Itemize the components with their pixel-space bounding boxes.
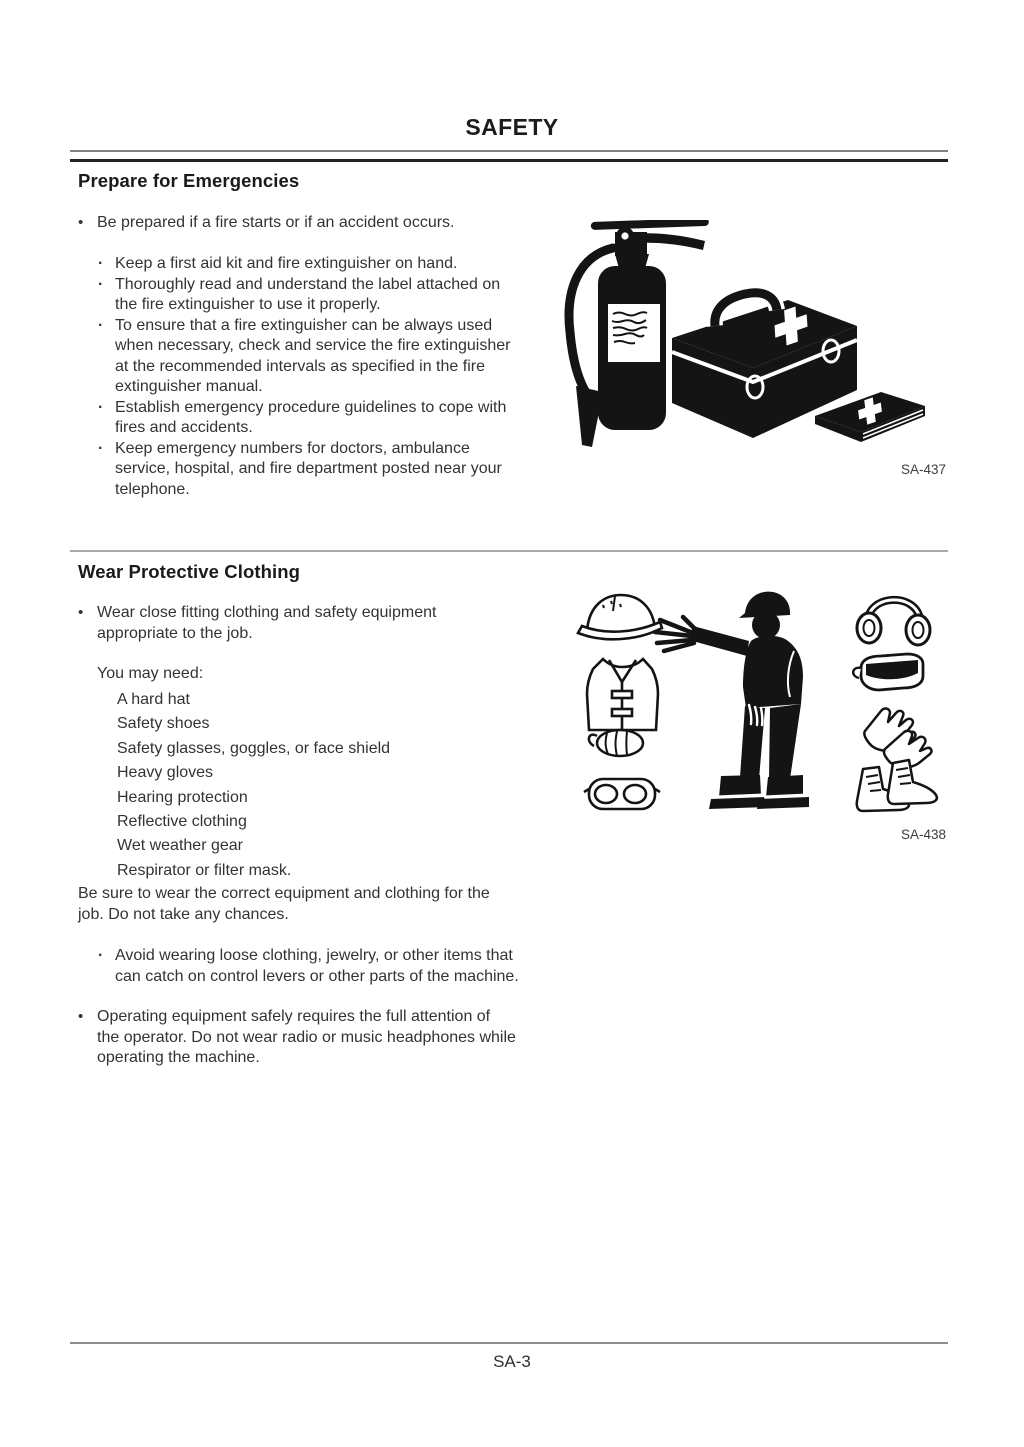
bullet-text: Wear close fitting clothing and safety equipment appropriate to the job.	[97, 604, 437, 642]
section-heading-wear-protective-clothing: Wear Protective Clothing	[78, 561, 301, 582]
sub-bullet-marker: ·	[98, 947, 104, 964]
sub-bullet-item	[98, 946, 519, 987]
sub-bullet-marker: ·	[98, 275, 104, 293]
sub-bullet-marker: ·	[98, 316, 104, 334]
bullet-item	[78, 603, 436, 644]
face-shield-icon	[853, 654, 923, 690]
sub-bullet-item	[98, 439, 510, 501]
sub-bullet-text: Keep emergency numbers for doctors, ambulance service, hospital, and fire department posted near your telephone.	[115, 439, 502, 498]
figure-label: SA-438	[900, 827, 946, 842]
ear-muffs-icon	[857, 600, 930, 645]
sub-bullet-marker: ·	[98, 398, 104, 416]
sub-bullet-text: Thoroughly read and understand the label attached on the fire extinguisher to use it properly.	[115, 275, 501, 313]
bullet-marker: •	[78, 214, 84, 231]
sub-bullet-list	[98, 254, 510, 500]
sub-bullet-marker: ·	[98, 439, 104, 457]
sub-bullet-item	[98, 254, 510, 275]
respirator-icon	[589, 730, 643, 756]
header-double-rule	[70, 150, 948, 162]
figure-label: SA-437	[900, 462, 946, 477]
need-list: A hard hat Safety shoes Safety glasses, goggles, or face shield Heavy gloves Hearing protection Reflective clothing Wet weather gear Respirator or filter mask.	[117, 691, 391, 879]
bullet-marker: •	[78, 604, 84, 621]
footer-page-number: SA-3	[493, 1352, 531, 1371]
sub-bullet-text: Keep a first aid kit and fire extinguisher on hand.	[115, 255, 458, 272]
sub-bullet-text: Establish emergency procedure guidelines to cope with fires and accidents.	[115, 398, 507, 436]
sub-bullet-item	[98, 275, 510, 316]
figure-protective-clothing	[563, 583, 948, 851]
safety-boots-icon	[857, 760, 937, 811]
need-intro: You may need:	[97, 665, 204, 682]
sub-bullet-text: Avoid wearing loose clothing, jewelry, or other items that can catch on control levers or other parts of the machine.	[115, 947, 519, 985]
emergency-equipment-illustration	[563, 220, 948, 452]
safety-vest-icon	[587, 659, 658, 730]
section-divider	[70, 550, 948, 552]
bullet-text: Be prepared if a fire starts or if an accident occurs.	[97, 214, 455, 231]
bullet-item	[78, 213, 455, 234]
hard-hat-icon	[578, 595, 662, 639]
protective-clothing-illustration	[563, 583, 948, 823]
sub-bullet-item	[98, 398, 510, 439]
section-heading-prepare-for-emergencies: Prepare for Emergencies	[78, 170, 300, 191]
footer-rule	[70, 1342, 948, 1344]
goggles-icon	[584, 779, 660, 809]
worker-icon	[655, 592, 809, 809]
bullet-item	[78, 1007, 516, 1069]
sub-bullet-item	[98, 316, 510, 398]
sub-bullet-text: To ensure that a fire extinguisher can be always used when necessary, check and service the fire extinguisher at the recommended intervals as specified in the fire extinguisher manual.	[115, 316, 511, 395]
paragraph: Be sure to wear the correct equipment and clothing for the job. Do not take any chances.	[78, 885, 490, 923]
figure-emergency-equipment	[563, 220, 948, 482]
gloves-icon	[864, 709, 931, 768]
sub-bullet-marker: ·	[98, 255, 104, 272]
page-title: SAFETY	[465, 114, 559, 140]
bullet-marker: •	[78, 1008, 84, 1025]
bullet-text: Operating equipment safely requires the full attention of the operator. Do not wear radio or music headphones while operating the machine.	[97, 1008, 516, 1066]
